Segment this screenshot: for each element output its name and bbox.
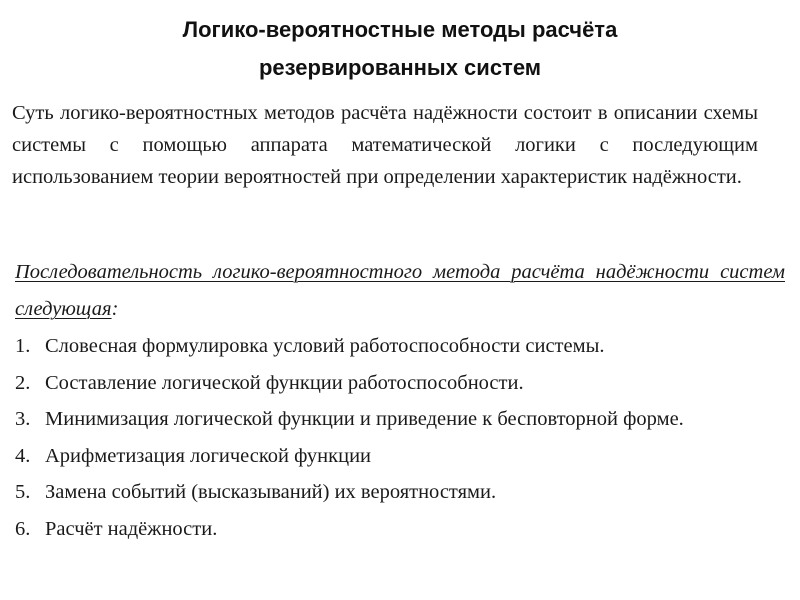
list-item-number: 1. [15, 335, 31, 357]
list-item-text: Словесная формулировка условий работоспособности системы. [45, 335, 605, 357]
sequence-heading-text: Последовательность логико-вероятностного метода расчёта надёжности систем следующая [15, 261, 785, 320]
list-item-text: Расчёт надёжности. [45, 517, 218, 540]
list-item-number: 4. [15, 444, 31, 467]
list-item-number: 6. [15, 517, 31, 540]
list-item [15, 328, 785, 365]
steps-list [15, 328, 785, 547]
list-item [15, 474, 785, 511]
slide-title-line-1: Логико-вероятностные методы расчёта [182, 17, 618, 42]
list-item-text: Минимизация логической функции и приведение к бесповторной форме. [45, 408, 684, 430]
list-item [15, 365, 785, 402]
list-item-text: Арифметизация логической функции [45, 444, 372, 467]
list-item-text: Составление логической функции работоспособности. [45, 371, 524, 394]
sequence-heading [15, 254, 785, 328]
intro-paragraph: Суть логико-вероятностных методов расчёта надёжности состоит в описании схемы системы с помощью аппарата математической логики с последующим использованием теории вероятностей при определении характеристик надёжности. [12, 102, 758, 188]
sequence-section [15, 254, 785, 547]
list-item-text: Замена событий (высказываний) их вероятностями. [45, 481, 497, 503]
slide-title [60, 11, 740, 87]
list-item-number: 2. [15, 371, 31, 394]
slide-title-line-2: резервированных систем [258, 55, 542, 80]
list-item [15, 438, 785, 475]
list-item [15, 401, 785, 438]
list-item-number: 5. [15, 481, 31, 503]
list-item-number: 3. [15, 408, 31, 430]
list-item [15, 511, 785, 548]
sequence-heading-colon: : [111, 298, 119, 320]
